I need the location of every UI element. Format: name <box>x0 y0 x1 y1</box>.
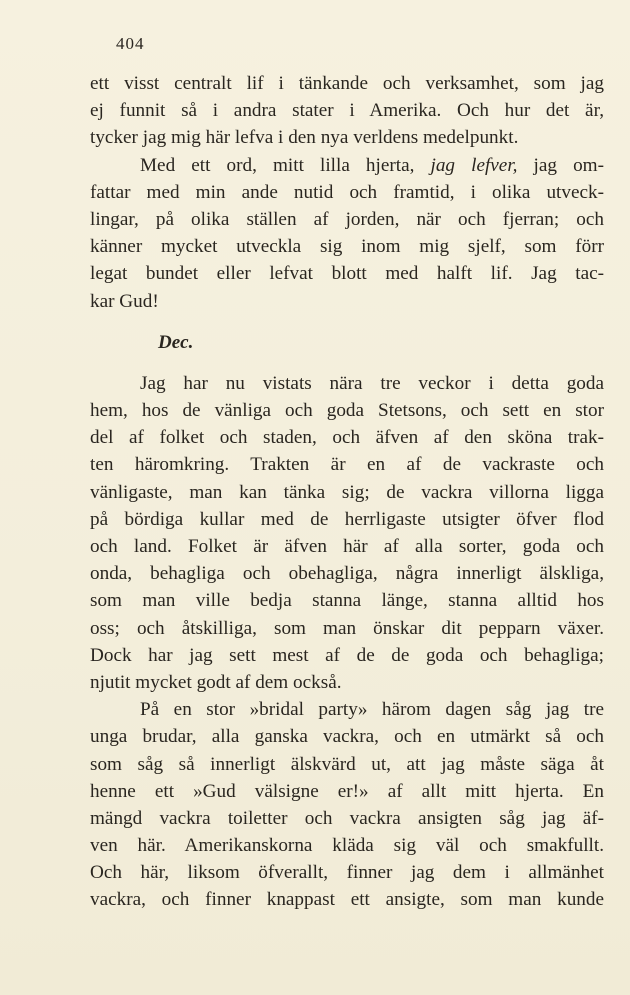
text-line: Jag har nu vistats nära tre veckor i detta goda <box>140 372 604 394</box>
text-line: och land. Folket är äfven här af alla sorter, goda och <box>90 536 604 557</box>
text-line: ej funnit så i andra stater i Amerika. Och hur det är, <box>90 100 604 122</box>
text-line: njutit mycket godt af dem också. <box>90 671 342 693</box>
text-line: del af folket och staden, och äfven af den sköna trak- <box>90 427 604 449</box>
section-heading: Dec. <box>158 331 194 353</box>
text-line: onda, behagliga och obehagliga, några innerligt älskliga, <box>90 563 604 585</box>
text-line: Med ett ord, mitt lilla hjerta, jag lefver, jag om- <box>140 154 604 176</box>
page-number: 404 <box>116 34 145 53</box>
text-line: känner mycket utveckla sig inom mig sjelf, som förr <box>90 236 604 258</box>
text-line: henne ett »Gud välsigne er!» af allt mitt hjerta. En <box>90 780 604 802</box>
text-line: tycker jag mig här lefva i den nya verldens medelpunkt. <box>90 127 519 149</box>
text-line: lingar, på olika ställen af jorden, när och fjerran; och <box>90 208 604 230</box>
text-line: På en stor »bridal party» härom dagen såg jag tre <box>140 699 604 721</box>
text-line: Och här, liksom öfverallt, finner jag dem i allmänhet <box>90 862 604 884</box>
text-line: på bördiga kullar med de herrligaste utsigter öfver flod <box>90 508 604 530</box>
text-line: som man ville bedja stanna länge, stanna alltid hos <box>90 590 604 612</box>
text-line: unga brudar, alla ganska vackra, och en utmärkt så och <box>90 726 604 748</box>
paragraph-1 <box>90 70 604 152</box>
text-line: ett visst centralt lif i tänkande och verksamhet, som jag <box>90 73 604 94</box>
text-line: vackra, och finner knappast ett ansigte, som man kunde <box>90 889 604 911</box>
text-line: hem, hos de vänliga och goda Stetsons, och sett en stor <box>90 400 604 422</box>
text-line: kar Gud! <box>90 290 159 312</box>
text-line: fattar med min ande nutid och framtid, i olika utveck- <box>90 181 604 203</box>
text-line: Dock har jag sett mest af de de goda och behagliga; <box>90 644 604 666</box>
paragraph-2 <box>90 152 604 315</box>
text-line: ven här. Amerikanskorna kläda sig väl och smakfullt. <box>90 835 604 857</box>
text-line: vänligaste, man kan tänka sig; de vackra villorna ligga <box>90 481 604 503</box>
text-line: ten häromkring. Trakten är en af de vackraste och <box>90 454 604 476</box>
paragraph-3 <box>90 370 604 696</box>
body-text <box>90 70 604 914</box>
text-line: oss; och åtskilliga, som man önskar dit pepparn växer. <box>90 617 604 639</box>
text-line: som såg så innerligt älskvärd ut, att jag måste säga åt <box>90 753 604 775</box>
text-line: legat bundet eller lefvat blott med halft lif. Jag tac- <box>90 263 604 285</box>
text-line: mängd vackra toiletter och vackra ansigten såg jag äf- <box>90 807 604 829</box>
paragraph-4 <box>90 696 604 914</box>
